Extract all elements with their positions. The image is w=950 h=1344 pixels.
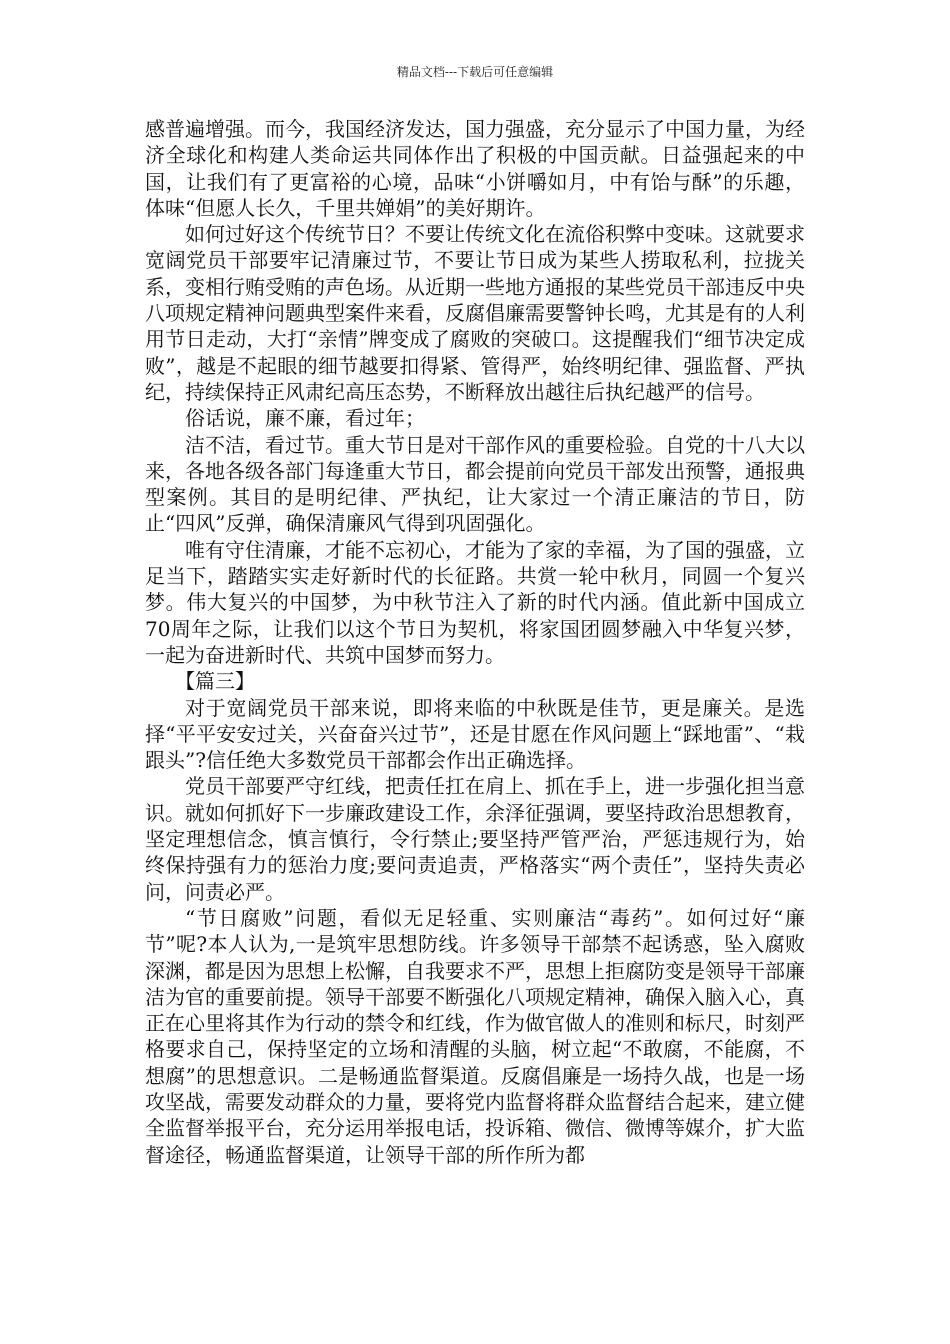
paragraph-1: 感普遍增强。而今，我国经济发达，国力强盛，充分显示了中国力量，为经济全球化和构建人类命运共同体作出了积极的中国贡献。日益强起来的中国，让我们有了更富裕的心境，品味“小饼嚼如月，中有饴与酥”的乐趣，体味“但愿人长久，千里共婵娟”的美好期许。: [145, 117, 805, 220]
page-header: 精品文档---下载后可任意编辑: [396, 65, 554, 79]
paragraph-3: 俗话说，廉不廉，看过年；: [185, 406, 425, 431]
section-heading: 【篇三】: [175, 669, 255, 694]
paragraph-7: 党员干部要严守红线，把责任扛在肩上、抓在手上，进一步强化担当意识。就如何抓好下一步廉政建设工作，余泽征强调，要坚持政治思想教育，坚定理想信念，慎言慎行，令行禁止;要坚持严管严治，严惩违规行为，始终保持强有力的惩治力度;要问责追责，严格落实“两个责任”，坚持失责必问，问责必严。: [145, 774, 805, 904]
paragraph-6: 对于宽阔党员干部来说，即将来临的中秋既是佳节，更是廉关。是选择“平平安安过关，兴奋奋兴过节”，还是甘愿在作风问题上“踩地雷”、“栽跟头”?信任绝大多数党员干部都会作出正确选择。: [145, 695, 805, 773]
paragraph-8: “节日腐败”问题，看似无足轻重、实则廉洁“毒药”。如何过好“廉节”呢?本人认为,一是筑牢思想防线。许多领导干部禁不起诱惑，坠入腐败深渊，都是因为思想上松懈，自我要求不严，思想上拒腐防变是领导干部廉洁为官的重要前提。领导干部要不断强化八项规定精神，确保入脑入心，真正在心里将其作为行动的禁令和红线，作为做官做人的准则和标尺，时刻严格要求自己，保持坚定的立场和清醒的头脑，树立起“不敢腐，不能腐，不想腐”的思想意识。二是畅通监督渠道。反腐倡廉是一场持久战，也是一场攻坚战，需要发动群众的力量，要将党内监督将群众监督结合起来，建立健全监督举报平台，充分运用举报电话，投诉箱、微信、微博等媒介，扩大监督途径，畅通监督渠道，让领导干部的所作所为都: [145, 905, 805, 1167]
document-body: [145, 116, 805, 1168]
paragraph-2: 如何过好这个传统节日？不要让传统文化在流俗积弊中变味。这就要求宽阔党员干部要牢记清廉过节，不要让节日成为某些人捞取私利，拉拢关系，变相行贿受贿的声色场。从近期一些地方通报的某些党员干部违反中央八项规定精神问题典型案件来看，反腐倡廉需要警钟长鸣，尤其是有的人利用节日走动，大打“亲情”牌变成了腐败的突破口。这提醒我们“细节决定成败”，越是不起眼的细节越要扣得紧、管得严，始终明纪律、强监督、严执纪，持续保持正风肃纪高压态势，不断释放出越往后执纪越严的信号。: [145, 222, 805, 404]
paragraph-4: 洁不洁，看过节。重大节日是对干部作风的重要检验。自党的十八大以来，各地各级各部门每逢重大节日，都会提前向党员干部发出预警，通报典型案例。其目的是明纪律、严执纪，让大家过一个清正廉洁的节日，防止“四风”反弹，确保清廉风气得到巩固强化。: [145, 432, 805, 536]
paragraph-5: 唯有守住清廉，才能不忘初心，才能为了家的幸福，为了国的强盛，立足当下，踏踏实实走好新时代的长征路。共赏一轮中秋月，同圆一个复兴梦。伟大复兴的中国梦，为中秋节注入了新的时代内涵。值此新中国成立70周年之际，让我们以这个节日为契机，将家国团圆梦融入中华复兴梦，一起为奋进新时代、共筑中国梦而努力。: [145, 537, 805, 667]
